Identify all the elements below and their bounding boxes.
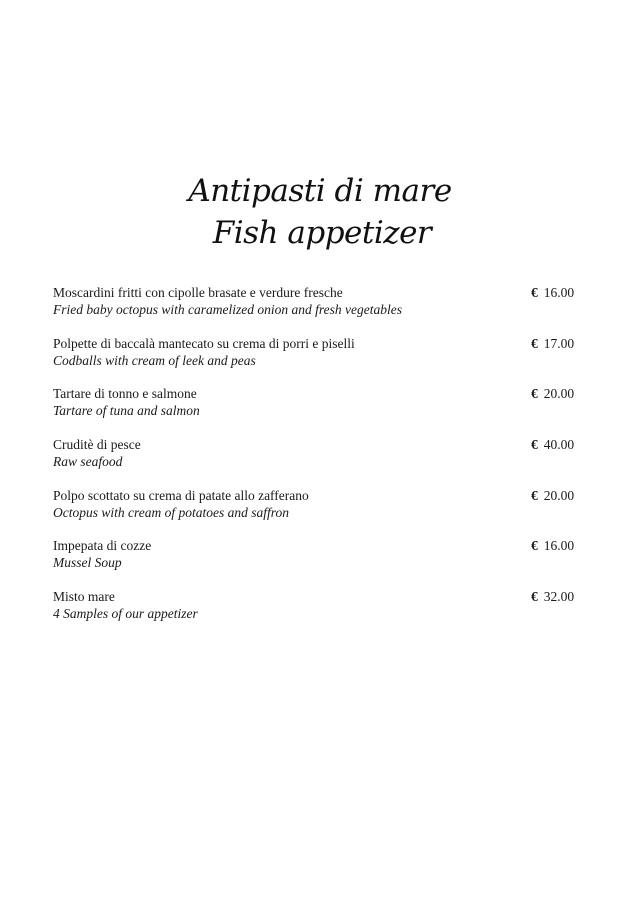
price-value: 20.00 [543, 487, 575, 503]
euro-symbol: € [531, 589, 538, 605]
menu-item-price [531, 588, 574, 605]
euro-symbol: € [531, 538, 538, 554]
menu-item-description: 4 Samples of our appetizer [53, 606, 198, 622]
price-value: 16.00 [543, 285, 575, 300]
menu-item-description: Octopus with cream of potatoes and saffron [53, 504, 289, 520]
menu-item-name: Polpo scottato su crema di patate allo zafferano [53, 487, 309, 503]
euro-symbol: € [531, 386, 538, 402]
menu-item-price [531, 436, 574, 453]
menu-item-price [531, 487, 574, 504]
price-value: 20.00 [543, 386, 575, 402]
menu-item [53, 588, 598, 639]
menu-item-name: Moscardini fritti con cipolle brasate e verdure fresche [53, 285, 343, 300]
menu-item [53, 335, 598, 386]
price-value: 40.00 [543, 437, 575, 453]
price-value: 16.00 [543, 538, 575, 554]
menu-item-price [531, 537, 574, 554]
menu-list [53, 284, 598, 639]
menu-item [53, 537, 598, 588]
menu-item-name: Impepata di cozze [53, 538, 152, 554]
menu-item [53, 385, 598, 436]
menu-item [53, 436, 598, 487]
euro-symbol: € [531, 285, 538, 300]
menu-item-price [531, 284, 574, 301]
menu-item [53, 487, 598, 538]
price-value: 17.00 [543, 335, 575, 351]
price-value: 32.00 [543, 589, 575, 605]
menu-item-description: Mussel Soup [53, 555, 122, 571]
menu-item-description: Fried baby octopus with caramelized onion and fresh vegetables [53, 302, 402, 317]
euro-symbol: € [531, 335, 538, 351]
menu-item-name: Cruditè di pesce [53, 437, 141, 453]
menu-title [0, 170, 640, 254]
menu-title-italian: Antipasti di mare [188, 173, 452, 209]
menu-item-description: Tartare of tuna and salmon [53, 403, 200, 419]
menu-item-price [531, 335, 574, 352]
menu-item-description: Codballs with cream of leek and peas [53, 352, 256, 368]
euro-symbol: € [531, 437, 538, 453]
menu-item-name: Polpette di baccalà mantecato su crema di porri e piselli [53, 335, 355, 351]
menu-item-name: Tartare di tonno e salmone [53, 386, 197, 402]
menu-title-english: Fish appetizer [212, 215, 432, 251]
euro-symbol: € [531, 487, 538, 503]
menu-item-description: Raw seafood [53, 454, 123, 470]
menu-item-name: Misto mare [53, 589, 115, 605]
menu-item [53, 284, 598, 335]
menu-item-price [531, 385, 574, 402]
